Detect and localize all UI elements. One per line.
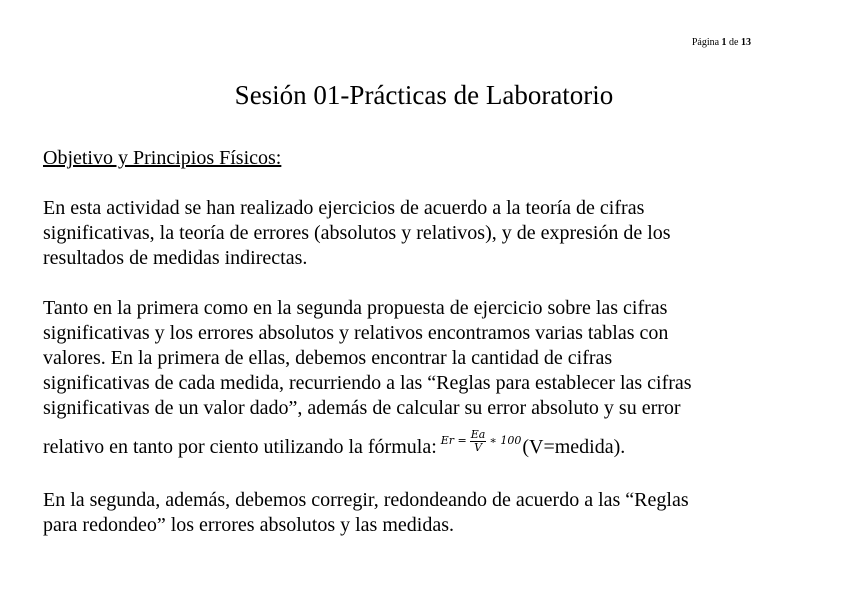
page-word: Página <box>691 37 720 48</box>
page-total: 13 <box>741 37 751 48</box>
paragraph-line: Tanto en la primera como en la segunda propuesta de ejercicio sobre las cifras <box>43 297 668 319</box>
formula-denominator: V <box>474 440 483 454</box>
paragraph-line: valores. En la primera de ellas, debemos encontrar la cantidad de cifras <box>43 347 613 369</box>
paragraph-intro <box>43 196 783 271</box>
formula-numerator: Ea <box>470 427 486 441</box>
paragraph-line: significativas de un valor dado”, además de calcular su error absoluto y su error <box>43 397 681 419</box>
page-of: de <box>729 37 739 48</box>
formula-suffix: (V=medida). <box>522 436 626 458</box>
formula-prefix: relativo en tanto por ciento utilizando la fórmula: <box>43 436 437 458</box>
paragraph-line: para redondeo” los errores absolutos y las medidas. <box>43 514 454 536</box>
paragraph-method <box>43 296 783 463</box>
formula-lhs: Er = <box>440 434 467 447</box>
relative-error-formula <box>441 425 522 457</box>
paragraph-line: En la segunda, además, debemos corregir, redondeando de acuerdo a las “Reglas <box>43 489 689 511</box>
paragraph-line: significativas de cada medida, recurriendo a las “Reglas para establecer las cifras <box>43 372 692 394</box>
section-heading: Objetivo y Principios Físicos: <box>43 147 282 169</box>
paragraph-line: significativas y los errores absolutos y relativos encontramos varias tablas con <box>43 322 669 344</box>
paragraph-line: significativas, la teoría de errores (absolutos y relativos), y de expresión de los <box>43 222 671 244</box>
page-current: 1 <box>721 37 727 48</box>
page-number <box>692 37 751 49</box>
paragraph-line: En esta actividad se han realizado ejercicios de acuerdo a la teoría de cifras <box>43 197 645 219</box>
document-title: Sesión 01-Prácticas de Laboratorio <box>234 80 614 110</box>
paragraph-line: resultados de medidas indirectas. <box>43 247 308 269</box>
paragraph-rounding <box>43 488 783 538</box>
formula-fraction <box>470 429 487 454</box>
formula-line <box>43 425 783 463</box>
formula-rhs: ∗ 100 <box>489 434 522 447</box>
